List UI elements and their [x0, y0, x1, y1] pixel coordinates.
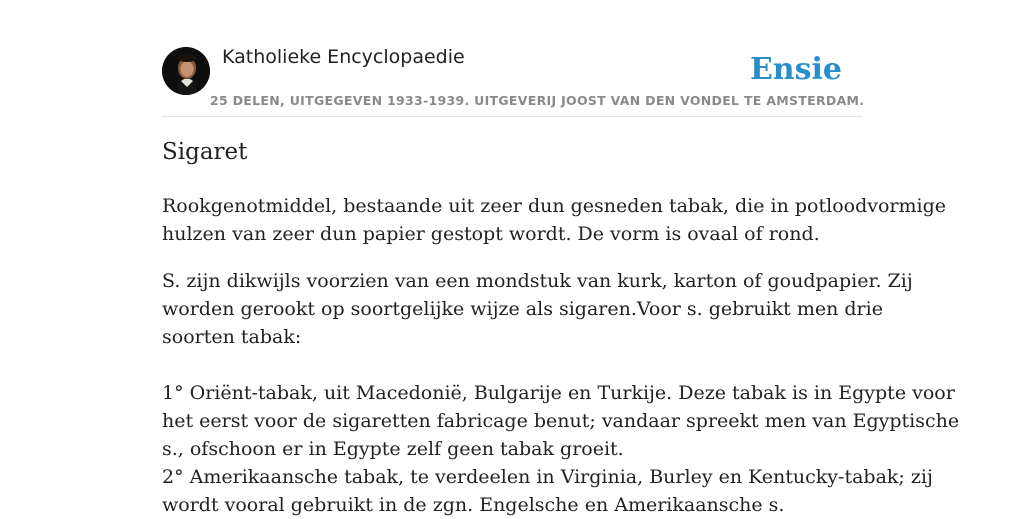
paragraph-line: S. zijn dikwijls voorzien van een mondstuk van kurk, karton of goudpapier. Zij [162, 270, 913, 292]
portrait-image [162, 47, 210, 95]
paragraph-line: s., ofschoon er in Egypte zelf geen tabak groeit. [162, 438, 624, 460]
source-header [162, 0, 865, 117]
page-container [162, 0, 960, 516]
paragraph-line: wordt vooral gebruikt in de zgn. Engelsche en Amerikaansche s. [162, 494, 785, 516]
source-title[interactable]: Katholieke Encyclopaedie [222, 46, 465, 68]
paragraph-line: hulzen van zeer dun papier gestopt wordt. De vorm is ovaal of rond. [162, 223, 820, 245]
article-paragraph [162, 192, 947, 248]
paragraph-line: 1° Oriënt-tabak, uit Macedonië, Bulgarije en Turkije. Deze tabak is in Egypte voor [162, 382, 955, 404]
author-portrait[interactable] [162, 47, 210, 95]
source-subtitle: 25 DELEN, UITGEGEVEN 1933-1939. UITGEVERIJ JOOST VAN DEN VONDEL TE AMSTERDAM. [210, 93, 865, 108]
paragraph-line: Rookgenotmiddel, bestaande uit zeer dun gesneden tabak, die in potloodvormige [162, 195, 947, 217]
article-paragraph [162, 267, 913, 351]
article-paragraph [162, 379, 960, 519]
paragraph-line: worden gerookt op soortgelijke wijze als sigaren.Voor s. gebruikt men drie [162, 298, 883, 320]
paragraph-line: 2° Amerikaansche tabak, te verdeelen in Virginia, Burley en Kentucky-tabak; zij [162, 466, 933, 488]
paragraph-line: het eerst voor de sigaretten fabricage benut; vandaar spreekt men van Egyptische [162, 410, 960, 432]
paragraph-line: soorten tabak: [162, 326, 302, 348]
article-title: Sigaret [162, 139, 248, 165]
ensie-logo[interactable]: Ensie [749, 52, 842, 87]
